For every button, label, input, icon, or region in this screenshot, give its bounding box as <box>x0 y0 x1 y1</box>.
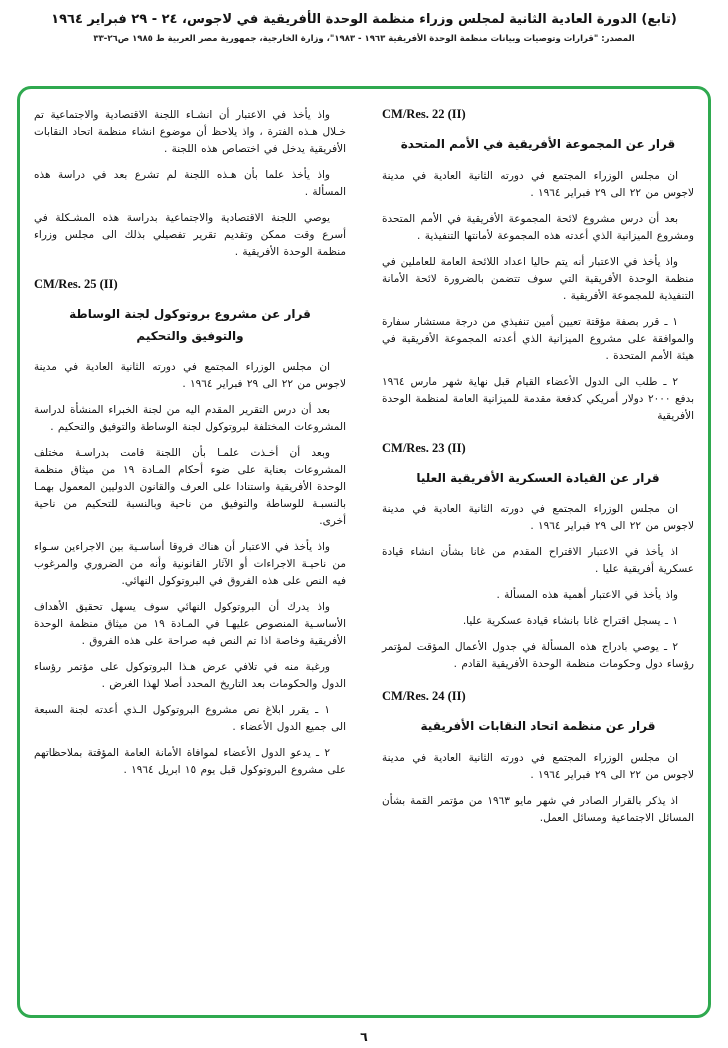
resolution-label-cm-res-24: CM/Res. 24 (II) <box>382 689 466 704</box>
resolution-title: قرار عن المجموعة الأفريقية في الأمم المتحدة <box>400 137 676 151</box>
right-column <box>382 107 694 1003</box>
paragraph: يوصي اللجنة الاقتصادية والاجتماعية بدراسة هذه المشـكلة في أسرع وقت ممكن وتقديم تقرير تفصيلي بذلك الى مجلس وزراء منظمة الوحدة الأفريقية . <box>34 212 346 258</box>
paragraph: بعد أن درس مشروع لائحة المجموعة الأفريقية في الأمم المتحدة ومشروع الميزانية الذي أعدته هذه المجموعة لأمانتها التنفيذية . <box>382 212 694 242</box>
page-number: ٦ <box>360 1029 368 1044</box>
resolution-title: قرار عن القيادة العسكرية الأفريقية العليا <box>416 470 660 485</box>
paragraph: واذ يأخذ في الاعتبار أهمية هذه المسألة . <box>496 589 678 602</box>
left-column <box>34 107 346 1003</box>
paragraph: واذ يأخذ في الاعتبار أنه يتم حاليا اعداد اللائحة العامة للعاملين في منظمة الوحدة الأفريقية التي سوف تتضمن بالضرورة لائحة الأمانة التنفيذية للمجموعة الأفريقية . <box>382 255 694 302</box>
content-frame <box>17 86 711 1018</box>
paragraph: ٢ ـ طلب الى الدول الأعضاء القيام قبل نهاية شهر مارس ١٩٦٤ بدفع ٢٠٠٠ دولار أمريكي كدفعة مقدمة للميزانية العامة لمنظمة الوحدة الأفريقية <box>382 375 694 422</box>
paragraph: ٢ ـ يدعو الدول الأعضاء لموافاة الأمانة العامة المؤقتة بملاحظاتهم على مشروع البروتوكول قبل يوم ١٥ ابريل ١٩٦٤ . <box>34 747 346 777</box>
paragraph: ٢ ـ يوصي بادراج هذه المسألة في جدول الأعمال المؤقت لمؤتمر رؤساء دول وحكومات منظمة الوحدة الأفريقية القادم . <box>382 641 694 671</box>
resolution-label-cm-res-25: CM/Res. 25 (II) <box>34 277 118 291</box>
resolution-label-cm-res-23: CM/Res. 23 (II) <box>382 440 466 455</box>
paragraph: واذ يدرك أن البروتوكول النهائي سوف يسهل تحقيق الأهداف الأساسـية المنصوص عليهـا في المـادة ١٩ من ميثاق منظمة الوحدة الأفريقية وخاصة اذا تم النص فيه صراحة على هذه الفروق . <box>34 601 346 648</box>
paragraph: ان مجلس الوزراء المجتمع في دورته الثانية العادية في مدينة لاجوس من ٢٢ الى ٢٩ فبراير ١٩٦٤ . <box>382 503 694 533</box>
paragraph: ١ ـ يسجل اقتراح غانا بانشاء قيادة عسكرية عليا. <box>462 615 678 628</box>
paragraph: ان مجلس الوزراء المجتمع في دورته الثانية العادية في مدينة لاجوس من ٢٢ الى ٢٩ فبراير ١٩٦٤ . <box>34 361 346 391</box>
page-header <box>0 0 728 44</box>
paragraph: اذ يذكر بالقرار الصادر في شهر مايو ١٩٦٣ من مؤتمر القمة بشأن المسائل الاجتماعية ومسائل العمل. <box>382 794 694 824</box>
paragraph: وبعد أن أخـذت علمـا بأن اللجنة قامت بدراسـة مختلف المشروعات بعناية على ضوء أحكام المـادة ١٩ من ميثاق منظمة الوحدة الأفريقية واستنادا على العرف والقانون الدوليين المعمول بهمـا بالنسبـة للوساطة والتوفيق من ناحية وبالنسبة للتحكيم من ناحية أخرى. <box>34 447 346 528</box>
paragraph: اذ يأخذ في الاعتبار الاقتراح المقدم من غانا بشأن انشاء قيادة عسكرية أفريقية عليا . <box>382 546 694 576</box>
paragraph: واذ يأخذ في الاعتبار أن انشـاء اللجنة الاقتصادية والاجتماعية تم خـلال هـذه الفترة ، واذ يلاحظ أن موضوع انشاء منظمة اتحاد النقابات الأفريقية يدخل في اختصاص هذه اللجنة . <box>34 109 346 155</box>
paragraph: ان مجلس الوزراء المجتمع في دورته الثانية العادية في مدينة لاجوس من ٢٢ الى ٢٩ فبراير ١٩٦٤ . <box>382 751 694 781</box>
paragraph: بعد أن درس التقرير المقدم اليه من لجنة الخبراء المنشأة لدراسة المشروعات المختلفة لبروتوكول لجنة الوساطة والتوفيق والتحكيم . <box>34 404 346 434</box>
paragraph: ١ ـ قرر بصفة مؤقتة تعيين أمين تنفيذي من درجة مستشار سفارة والموافقة على مشروع الميزانية الذي أعدته المجموعة الأفريقية في هيئة الأمم المتحدة . <box>382 315 694 362</box>
two-column-layout <box>34 107 694 1003</box>
document-source-line: المصدر: "قرارات وتوصيات وبيانات منظمة الوحدة الأفريقية ١٩٦٣ - ١٩٨٣"، وزارة الخارجية، جمهورية مصر العربية ط ١٩٨٥ ص٢٦-٣٣ <box>93 34 635 44</box>
resolution-title: قرار عن منظمة اتحاد النقابات الأفريقية <box>420 719 656 734</box>
paragraph: ان مجلس الوزراء المجتمع في دورته الثانية العادية في مدينة لاجوس من ٢٢ الى ٢٩ فبراير ١٩٦٤ . <box>382 169 694 199</box>
document-title: (تابع) الدورة العادية الثانية لمجلس وزراء منظمة الوحدة الأفريقية في لاجوس، ٢٤ - ٢٩ فبراير ١٩٦٤ <box>51 12 677 27</box>
resolution-title: قرار عن مشروع بروتوكول لجنة الوساطة والتوفيق والتحكيم <box>69 307 311 343</box>
paragraph: ١ ـ يقرر ابلاغ نص مشروع البروتوكول الـذي أعدته لجنة السبعة الى جميع الدول الأعضاء . <box>34 704 346 734</box>
paragraph: ورغبة منه في تلافي عرض هـذا البروتوكول على مؤتمر رؤساء الدول والحكومات بعد التاريخ المحدد أصلا لهذا الغرض . <box>34 661 346 691</box>
paragraph: واذ يأخذ في الاعتبار أن هناك فروقا أساسـية بين الاجراءين سـواء من ناحيـة الاجراءات أو الآثار القانونية وأنه من الضروري والمرغوب فيه النص على هذه الفروق في البروتوكول النهائي. <box>34 541 346 588</box>
paragraph: واذ يأخذ علما بأن هـذه اللجنة لم تشرع بعد في دراسة هذه المسألة . <box>34 169 346 198</box>
resolution-label-cm-res-22: CM/Res. 22 (II) <box>382 107 466 121</box>
